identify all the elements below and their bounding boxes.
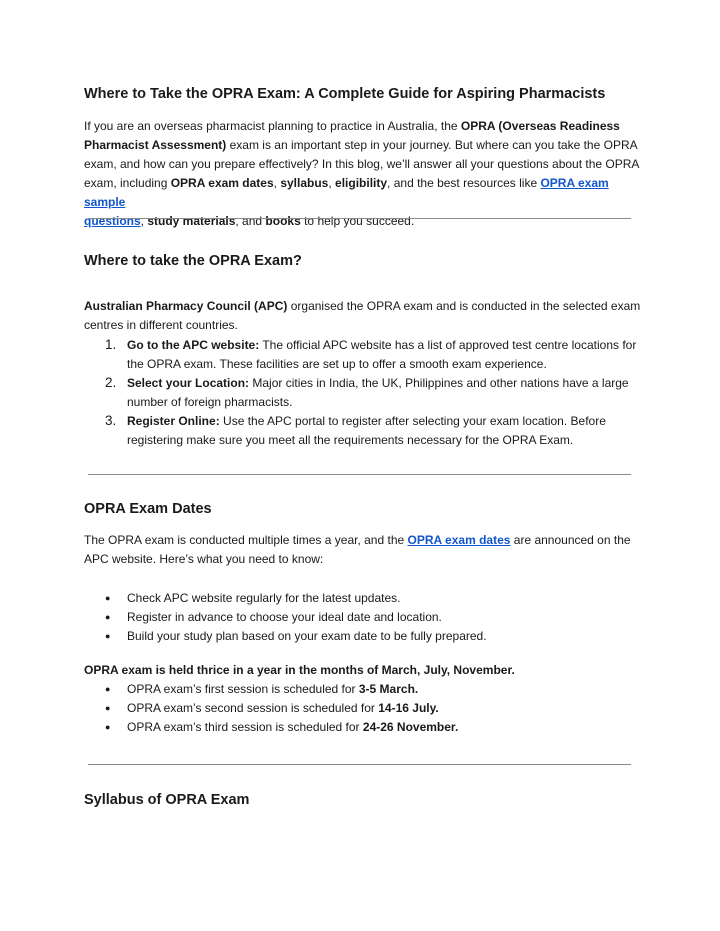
steps-list [84,336,644,450]
step-text: Major cities in India, the UK, Philippines and other nations have a large [249,376,629,390]
list-item [84,699,644,718]
intro-bold-eligibility: eligibility [335,176,388,190]
bullet-icon: ● [105,612,111,622]
step-text: Use the APC portal to register after selecting your exam location. Before [219,414,606,428]
intro-bold-syllabus: syllabus [280,176,329,190]
bullet-icon: ● [105,593,111,603]
list-item [84,680,644,699]
session-date: 14-16 July. [378,701,439,715]
page-title: Where to Take the OPRA Exam: A Complete Guide for Aspiring Pharmacists [84,86,606,102]
intro-text: , and the best resources like [387,176,541,190]
dates-text: are announced on the [510,533,631,547]
divider [88,474,631,475]
sample-questions-link-cont[interactable]: questions [84,214,141,228]
step-bold: Go to the APC website: [127,338,260,352]
session-text: OPRA exam’s first session is scheduled for [127,682,359,696]
divider [88,218,631,219]
intro-bold-opra: OPRA (Overseas Readiness [460,119,620,133]
intro-separator: , [273,176,281,190]
list-number: 1. [105,337,117,352]
tip-text: Register in advance to choose your ideal date and location. [127,610,442,624]
dates-paragraph [84,531,644,569]
list-item [84,718,644,737]
sample-questions-link[interactable]: OPRA exam sample [84,176,609,209]
dates-text: APC website. Here’s what you need to know: [84,552,324,566]
intro-bold-books: books [265,214,301,228]
bullet-icon: ● [105,684,111,694]
intro-text: exam, including [84,176,171,190]
session-text: OPRA exam’s second session is scheduled for [127,701,379,715]
tip-text: Build your study plan based on your exam date to be fully prepared. [127,629,487,643]
apc-paragraph [84,297,644,335]
list-item [84,374,644,412]
list-item [84,608,644,627]
step-bold: Select your Location: [127,376,250,390]
intro-text: exam, and how can you prepare effectively? In this blog, we’ll answer all your questions about the OPRA [84,157,640,171]
session-date: 3-5 March. [358,682,419,696]
step-text: the OPRA exam. These facilities are set up to offer a smooth exam experience. [127,357,547,371]
list-number: 3. [105,413,117,428]
bullet-icon: ● [105,722,111,732]
intro-text: to help you succeed. [300,214,415,228]
exam-dates-link[interactable]: OPRA exam dates [407,533,511,547]
session-date: 24-26 November. [362,720,459,734]
intro-separator: , [328,176,336,190]
bullet-icon: ● [105,631,111,641]
section-heading-where: Where to take the OPRA Exam? [84,253,302,269]
section-heading-syllabus: Syllabus of OPRA Exam [84,792,250,808]
intro-bold-opra-cont: Pharmacist Assessment) [84,138,227,152]
apc-text: centres in different countries. [84,318,238,332]
apc-text: organised the OPRA exam and is conducted in the selected exam [287,299,641,313]
divider [88,764,631,765]
tips-list [84,589,644,646]
sessions-list [84,680,644,737]
list-item [84,336,644,374]
intro-separator: , [140,214,148,228]
list-item [84,589,644,608]
step-bold: Register Online: [127,414,220,428]
tip-text: Check APC website regularly for the latest updates. [127,591,401,605]
section-heading-dates: OPRA Exam Dates [84,501,212,517]
list-number: 2. [105,375,117,390]
held-heading: OPRA exam is held thrice in a year in the months of March, July, November. [84,663,515,677]
intro-bold-dates: OPRA exam dates [170,176,274,190]
intro-text: If you are an overseas pharmacist planning to practice in Australia, the [84,119,461,133]
intro-bold-materials: study materials [147,214,236,228]
bullet-icon: ● [105,703,111,713]
intro-paragraph [84,117,644,231]
intro-text: exam is an important step in your journey. But where can you take the OPRA [226,138,638,152]
apc-bold: Australian Pharmacy Council (APC) [84,299,288,313]
step-text: The official APC website has a list of approved test centre locations for [259,338,637,352]
list-item [84,627,644,646]
step-text: number of foreign pharmacists. [127,395,293,409]
session-text: OPRA exam’s third session is scheduled for [127,720,363,734]
step-text: registering make sure you meet all the requirements necessary for the OPRA Exam. [127,433,574,447]
list-item [84,412,644,450]
intro-text: , and [235,214,266,228]
dates-text: The OPRA exam is conducted multiple times a year, and the [84,533,408,547]
